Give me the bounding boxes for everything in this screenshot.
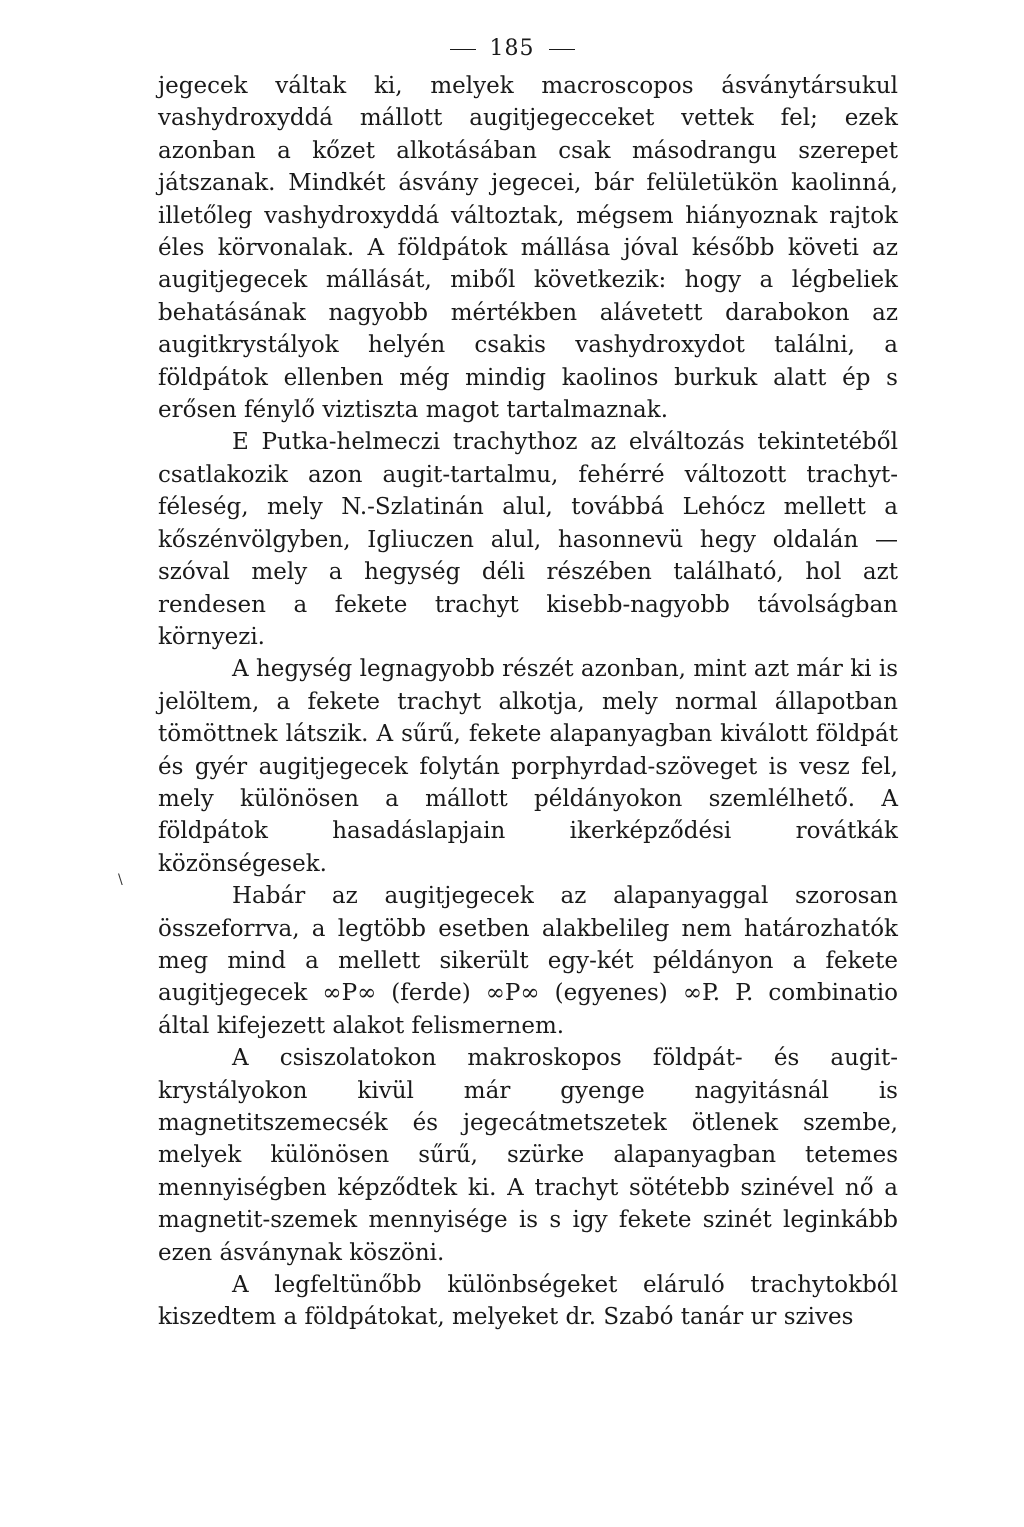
- paragraph-2: E Putka-helmeczi trachythoz az elváltozás tekintetéből csatlakozik azon augit-tartalmu, fehérré változott trachyt-féleség, mely N.-Szlatinán alul, továbbá Lehócz mellett a kőszénvölgyben, Igliuczen alul, hasonnevü hegy oldalán — szóval mely a hegység déli részében található, hol azt rendesen a fekete trachyt kisebb-nagyobb távolságban környezi.: [158, 429, 898, 650]
- page-header: [0, 36, 1024, 61]
- margin-mark: \: [118, 872, 123, 888]
- paragraph-6: A legfeltünőbb különbségeket eláruló trachytokból kiszedtem a földpátokat, melyeket dr. Szabó tanár ur szives: [158, 1272, 898, 1331]
- body-text: [158, 70, 898, 1334]
- header-dash-left: [450, 49, 476, 50]
- paragraph-3: A hegység legnagyobb részét azonban, mint azt már ki is jelöltem, a fekete trachyt alkotja, mely normal állapotban tömöttnek látszik. A sűrű, fekete alapanyagban kiválott földpát és gyér augitjegecek folytán porphyrdad-szöveget is vesz fel, mely különösen a mállott példányokon szemlélhető. A földpátok hasadáslapjain ikerképződési rovátkák közönségesek.: [158, 656, 898, 877]
- paragraph-1: jegecek váltak ki, melyek macroscopos ásványtársukul vashydroxyddá mállott augitjegecceket vettek fel; ezek azonban a kőzet alkotásában csak másodrangu szerepet játszanak. Mindkét ásvány jegecei, bár felületükön kaolinná, illetőleg vashydroxyddá változtak, mégsem hiányoznak rajtok éles körvonalak. A földpátok mállása jóval később követi az augitjegecek mállását, miből következik: hogy a légbeliek behatásának nagyobb mértékben alávetett darabokon az augitkrystályok helyén csakis vashydroxydot találni, a földpátok ellenben még mindig kaolinos burkuk alatt ép s erősen fénylő viztiszta magot tartalmaznak.: [158, 73, 898, 424]
- page-number: 185: [489, 36, 535, 61]
- paragraph-5: A csiszolatokon makroskopos földpát- és augit-krystályokon kivül már gyenge nagyitásnál is magnetitszemecsék és jegecátmetszetek ötlenek szembe, melyek különösen sűrű, szürke alapanyagban tetemes mennyiségben képződtek ki. A trachyt sötétebb szinével nő a magnetit-szemek mennyisége is s igy fekete szinét leginkább ezen ásványnak köszöni.: [158, 1045, 898, 1266]
- header-dash-right: [549, 49, 575, 50]
- paragraph-4: Habár az augitjegecek az alapanyaggal szorosan összeforrva, a legtöbb esetben alakbelileg nem határozhatók meg mind a mellett sikerült egy-két példányon a fekete augitjegecek ∞P∞ (ferde) ∞P∞ (egyenes) ∞P. P. combinatio által kifejezett alakot felismernem.: [158, 883, 898, 1039]
